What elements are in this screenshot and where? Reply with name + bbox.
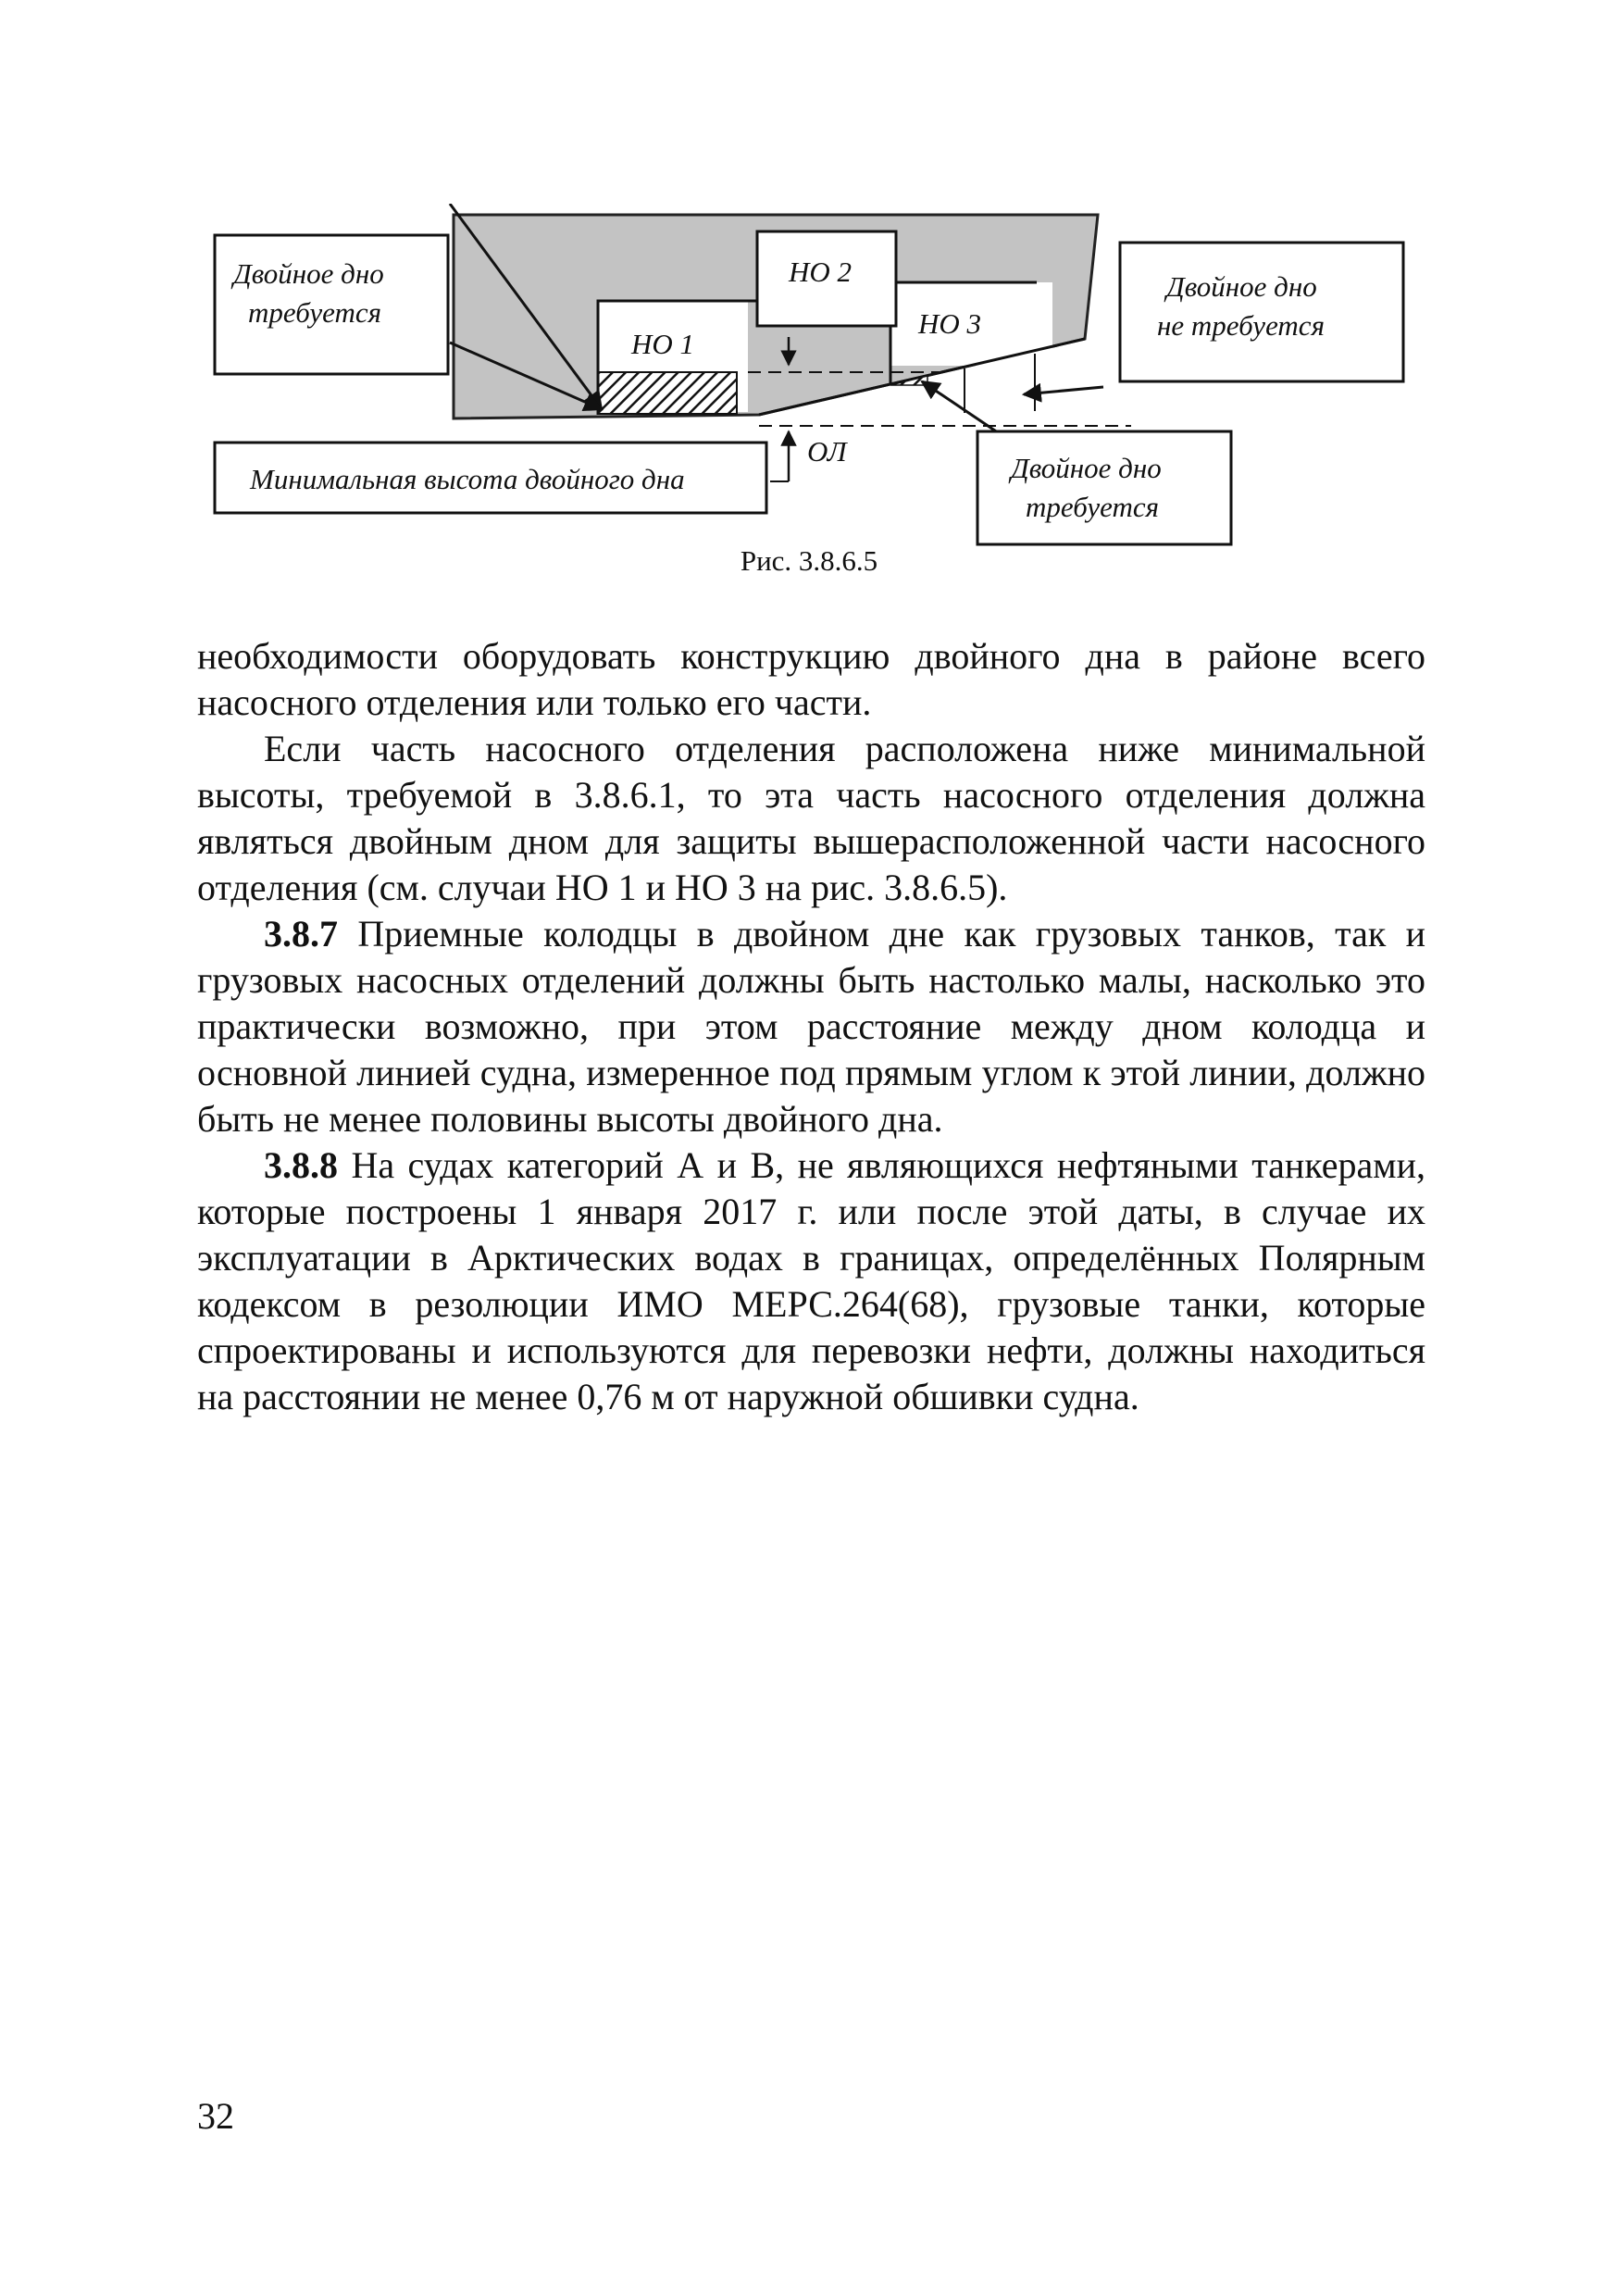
figure-3-8-6-5 — [204, 204, 1416, 546]
label-required-right-line2: требуется — [1026, 491, 1160, 523]
label-pr2: НО 2 — [789, 256, 853, 288]
label-pr3: НО 3 — [918, 307, 982, 340]
paragraph-continued: необходимости оборудовать конструкцию двойного дна в районе всего насосного отделения или только его части. — [197, 635, 1425, 723]
paragraph-3-8-8-text: На судах категорий А и В, не являющихся нефтяными танкерами, которые построены 1 января 2017 г. или после этой даты, в случае их эксплуатации в Арктических водах в границах, определённых Полярным кодексом в резолюции ИМО МЕРС.264(68), грузовые танки, которые спроектированы и используются для перевозки нефти, должны находиться на расстоянии не менее 0,76 м от наружной обшивки судна. — [197, 1144, 1425, 1417]
label-box-required-right — [977, 431, 1231, 544]
body-text — [197, 633, 1425, 1420]
paragraph-3-8-8 — [197, 1142, 1425, 1420]
paragraph-pump-room: Если часть насосного отделения расположена ниже минимальной высоты, требуемой в 3.8.6.1, то эта часть насосного отделения должна являться двойным дном для защиты вышерасположенной части насосного отделения (см. случаи НО 1 и НО 3 на рис. 3.8.6.5). — [197, 728, 1425, 908]
label-required-right-line1: Двойное дно — [1011, 452, 1162, 484]
label-min-height: Минимальная высота двойного дна — [250, 463, 685, 495]
label-not-required-line2: не требуется — [1157, 309, 1325, 342]
section-number-3-8-7: 3.8.7 — [264, 913, 338, 955]
label-not-required-line1: Двойное дно — [1166, 270, 1317, 303]
page-number: 32 — [197, 2095, 234, 2137]
label-baseline: ОЛ — [807, 435, 847, 468]
paragraph-3-8-7 — [197, 911, 1425, 1142]
figure-caption: Рис. 3.8.6.5 — [740, 544, 878, 577]
section-number-3-8-8: 3.8.8 — [264, 1144, 338, 1186]
label-pr1: НО 1 — [631, 328, 695, 360]
label-required-left-line1: Двойное дно — [233, 257, 384, 290]
label-required-left-line2: требуется — [248, 296, 382, 329]
pump-room-1-double-bottom-hatch — [598, 372, 737, 414]
paragraph-3-8-7-text: Приемные колодцы в двойном дне как грузовых танков, так и грузовых насосных отделений должны быть настолько малы, насколько это практически возможно, при этом расстояние между дном колодца и основной линией судна, измеренное под прямым углом к этой линии, должно быть не менее половины высоты двойного дна. — [197, 913, 1425, 1140]
